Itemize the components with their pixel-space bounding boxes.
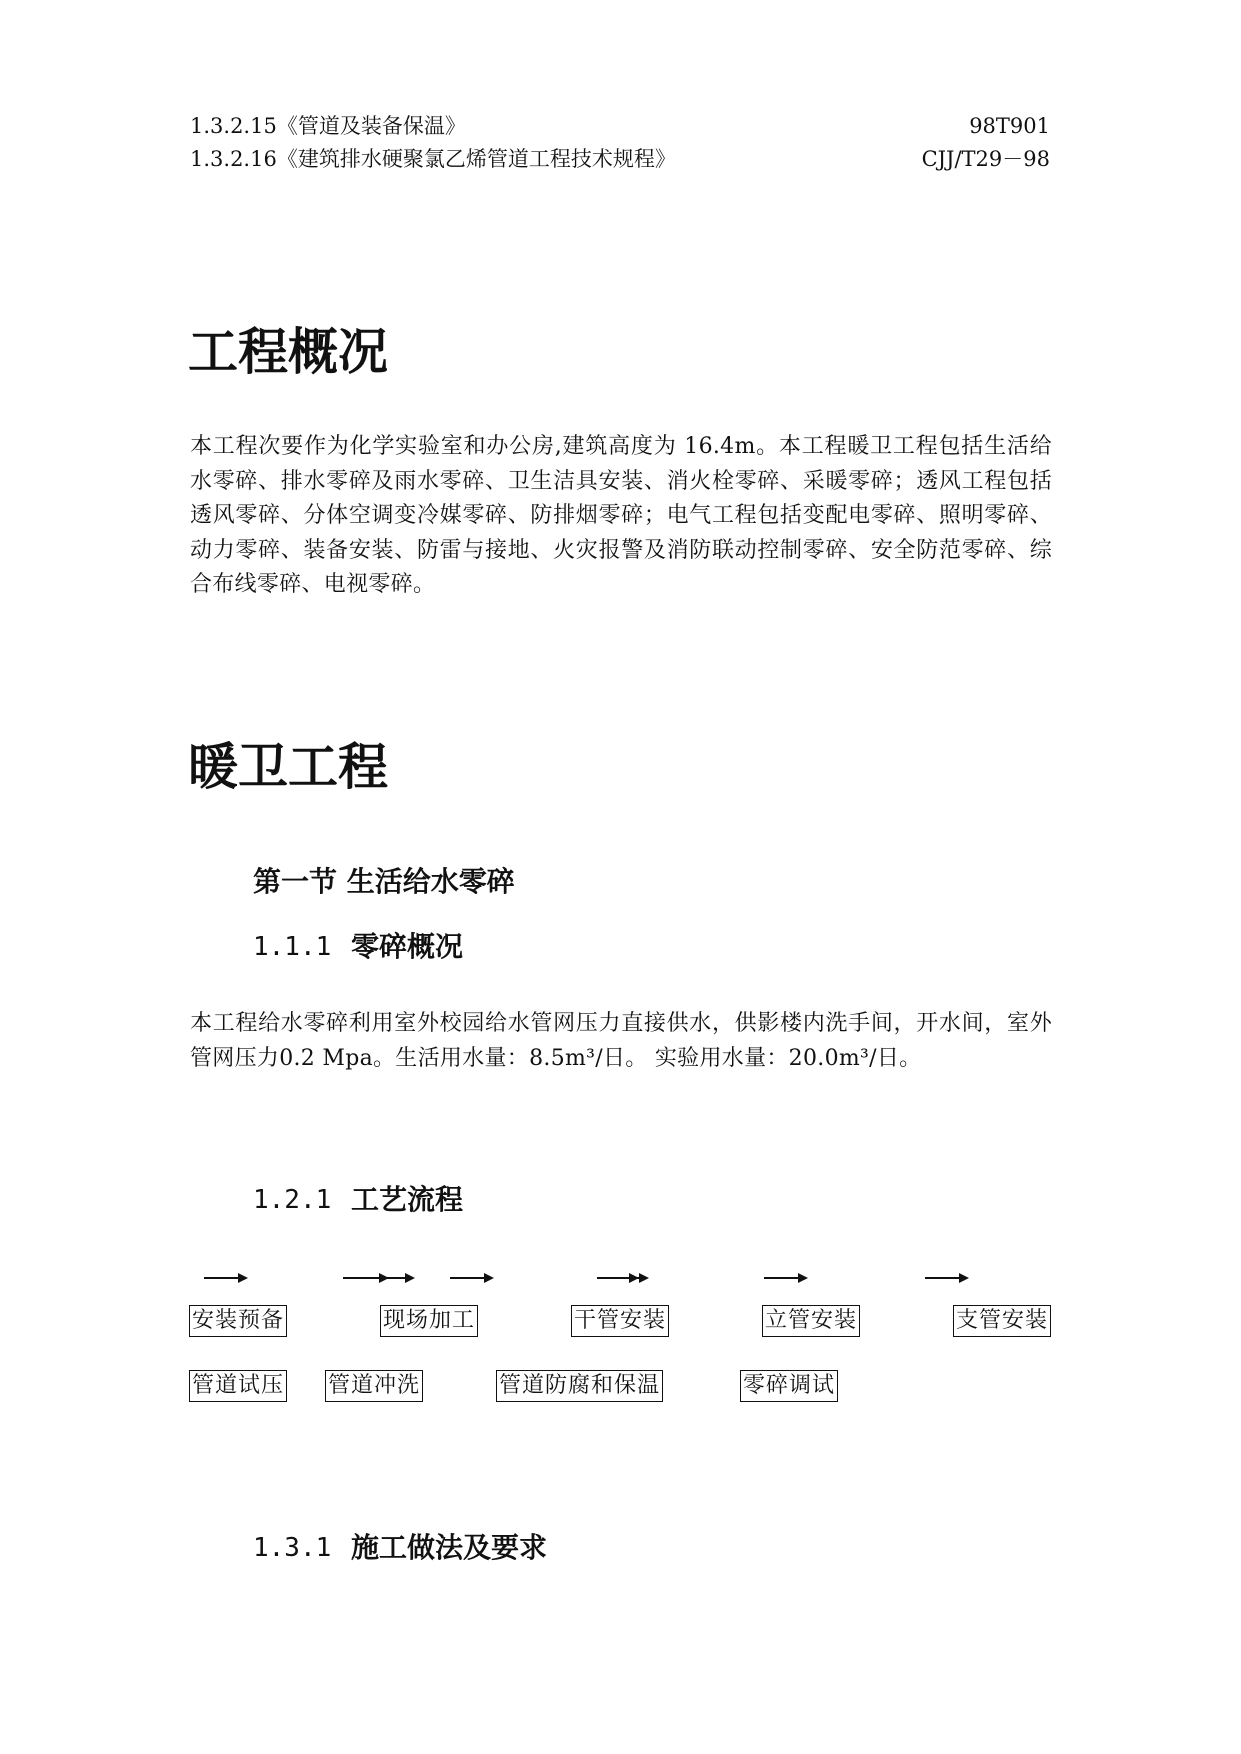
section-title: 零碎概况 xyxy=(351,930,464,963)
flow-step-main-pipe: 干管安装 xyxy=(571,1305,669,1337)
heading-1-3-1 xyxy=(253,1528,547,1568)
heading-hvac-plumbing: 暖卫工程 xyxy=(188,738,388,796)
section-number: 1.1.1 xyxy=(253,932,332,962)
flow-arrow-icon xyxy=(925,1271,969,1285)
reference-line-2 xyxy=(190,144,1050,174)
flow-step-branch-pipe: 支管安装 xyxy=(953,1305,1051,1337)
heading-1-1-1 xyxy=(253,927,463,967)
flow-step-riser: 立管安装 xyxy=(762,1305,860,1337)
reference-title: 1.3.2.16《建筑排水硬聚氯乙烯管道工程技术规程》 xyxy=(190,147,676,171)
flow-step-site-processing: 现场加工 xyxy=(380,1305,478,1337)
flow-step-anticorrosion-insulation: 管道防腐和保温 xyxy=(496,1370,663,1402)
flow-arrow-icon xyxy=(597,1271,649,1285)
subsection-heading: 第一节 生活给水零碎 xyxy=(253,865,515,898)
reference-line-1 xyxy=(190,111,1050,141)
section-title: 工艺流程 xyxy=(351,1183,464,1216)
reference-title: 1.3.2.15《管道及装备保温》 xyxy=(190,114,466,138)
flow-arrow-icon xyxy=(764,1271,808,1285)
reference-code: 98T901 xyxy=(969,114,1050,138)
flow-arrow-icon xyxy=(204,1271,248,1285)
section-title: 施工做法及要求 xyxy=(351,1531,548,1564)
section-number: 1.2.1 xyxy=(253,1185,332,1215)
reference-code: CJJ/T29－98 xyxy=(921,147,1050,171)
heading-project-overview: 工程概况 xyxy=(188,323,388,381)
flow-arrow-icon xyxy=(343,1271,415,1285)
flow-step-pressure-test: 管道试压 xyxy=(189,1370,287,1402)
overview-paragraph: 本工程次要作为化学实验室和办公房,建筑高度为 16.4m。本工程暖卫工程包括生活给水零碎、排水零碎及雨水零碎、卫生洁具安装、消火栓零碎、采暖零碎；透风工程包括透风零碎、分体空调变冷媒零碎、防排烟零碎；电气工程包括变配电零碎、照明零碎、动力零碎、装备安装、防雷与接地、火灾报警及消防联动控制零碎、安全防范零碎、综合布线零碎、电视零碎。 xyxy=(190,434,1052,597)
heading-1-2-1 xyxy=(253,1180,463,1220)
section-number: 1.3.1 xyxy=(253,1533,332,1563)
flow-arrow-icon xyxy=(450,1271,494,1285)
flow-step-prepare: 安装预备 xyxy=(189,1305,287,1337)
flow-step-flushing: 管道冲洗 xyxy=(325,1370,423,1402)
water-system-paragraph: 本工程给水零碎利用室外校园给水管网压力直接供水，供影楼内洗手间，开水间，室外管网压力0.2 Mpa。生活用水量：8.5m³/日。 实验用水量：20.0m³/日。 xyxy=(190,1011,1052,1071)
flow-step-system-commissioning: 零碎调试 xyxy=(740,1370,838,1402)
